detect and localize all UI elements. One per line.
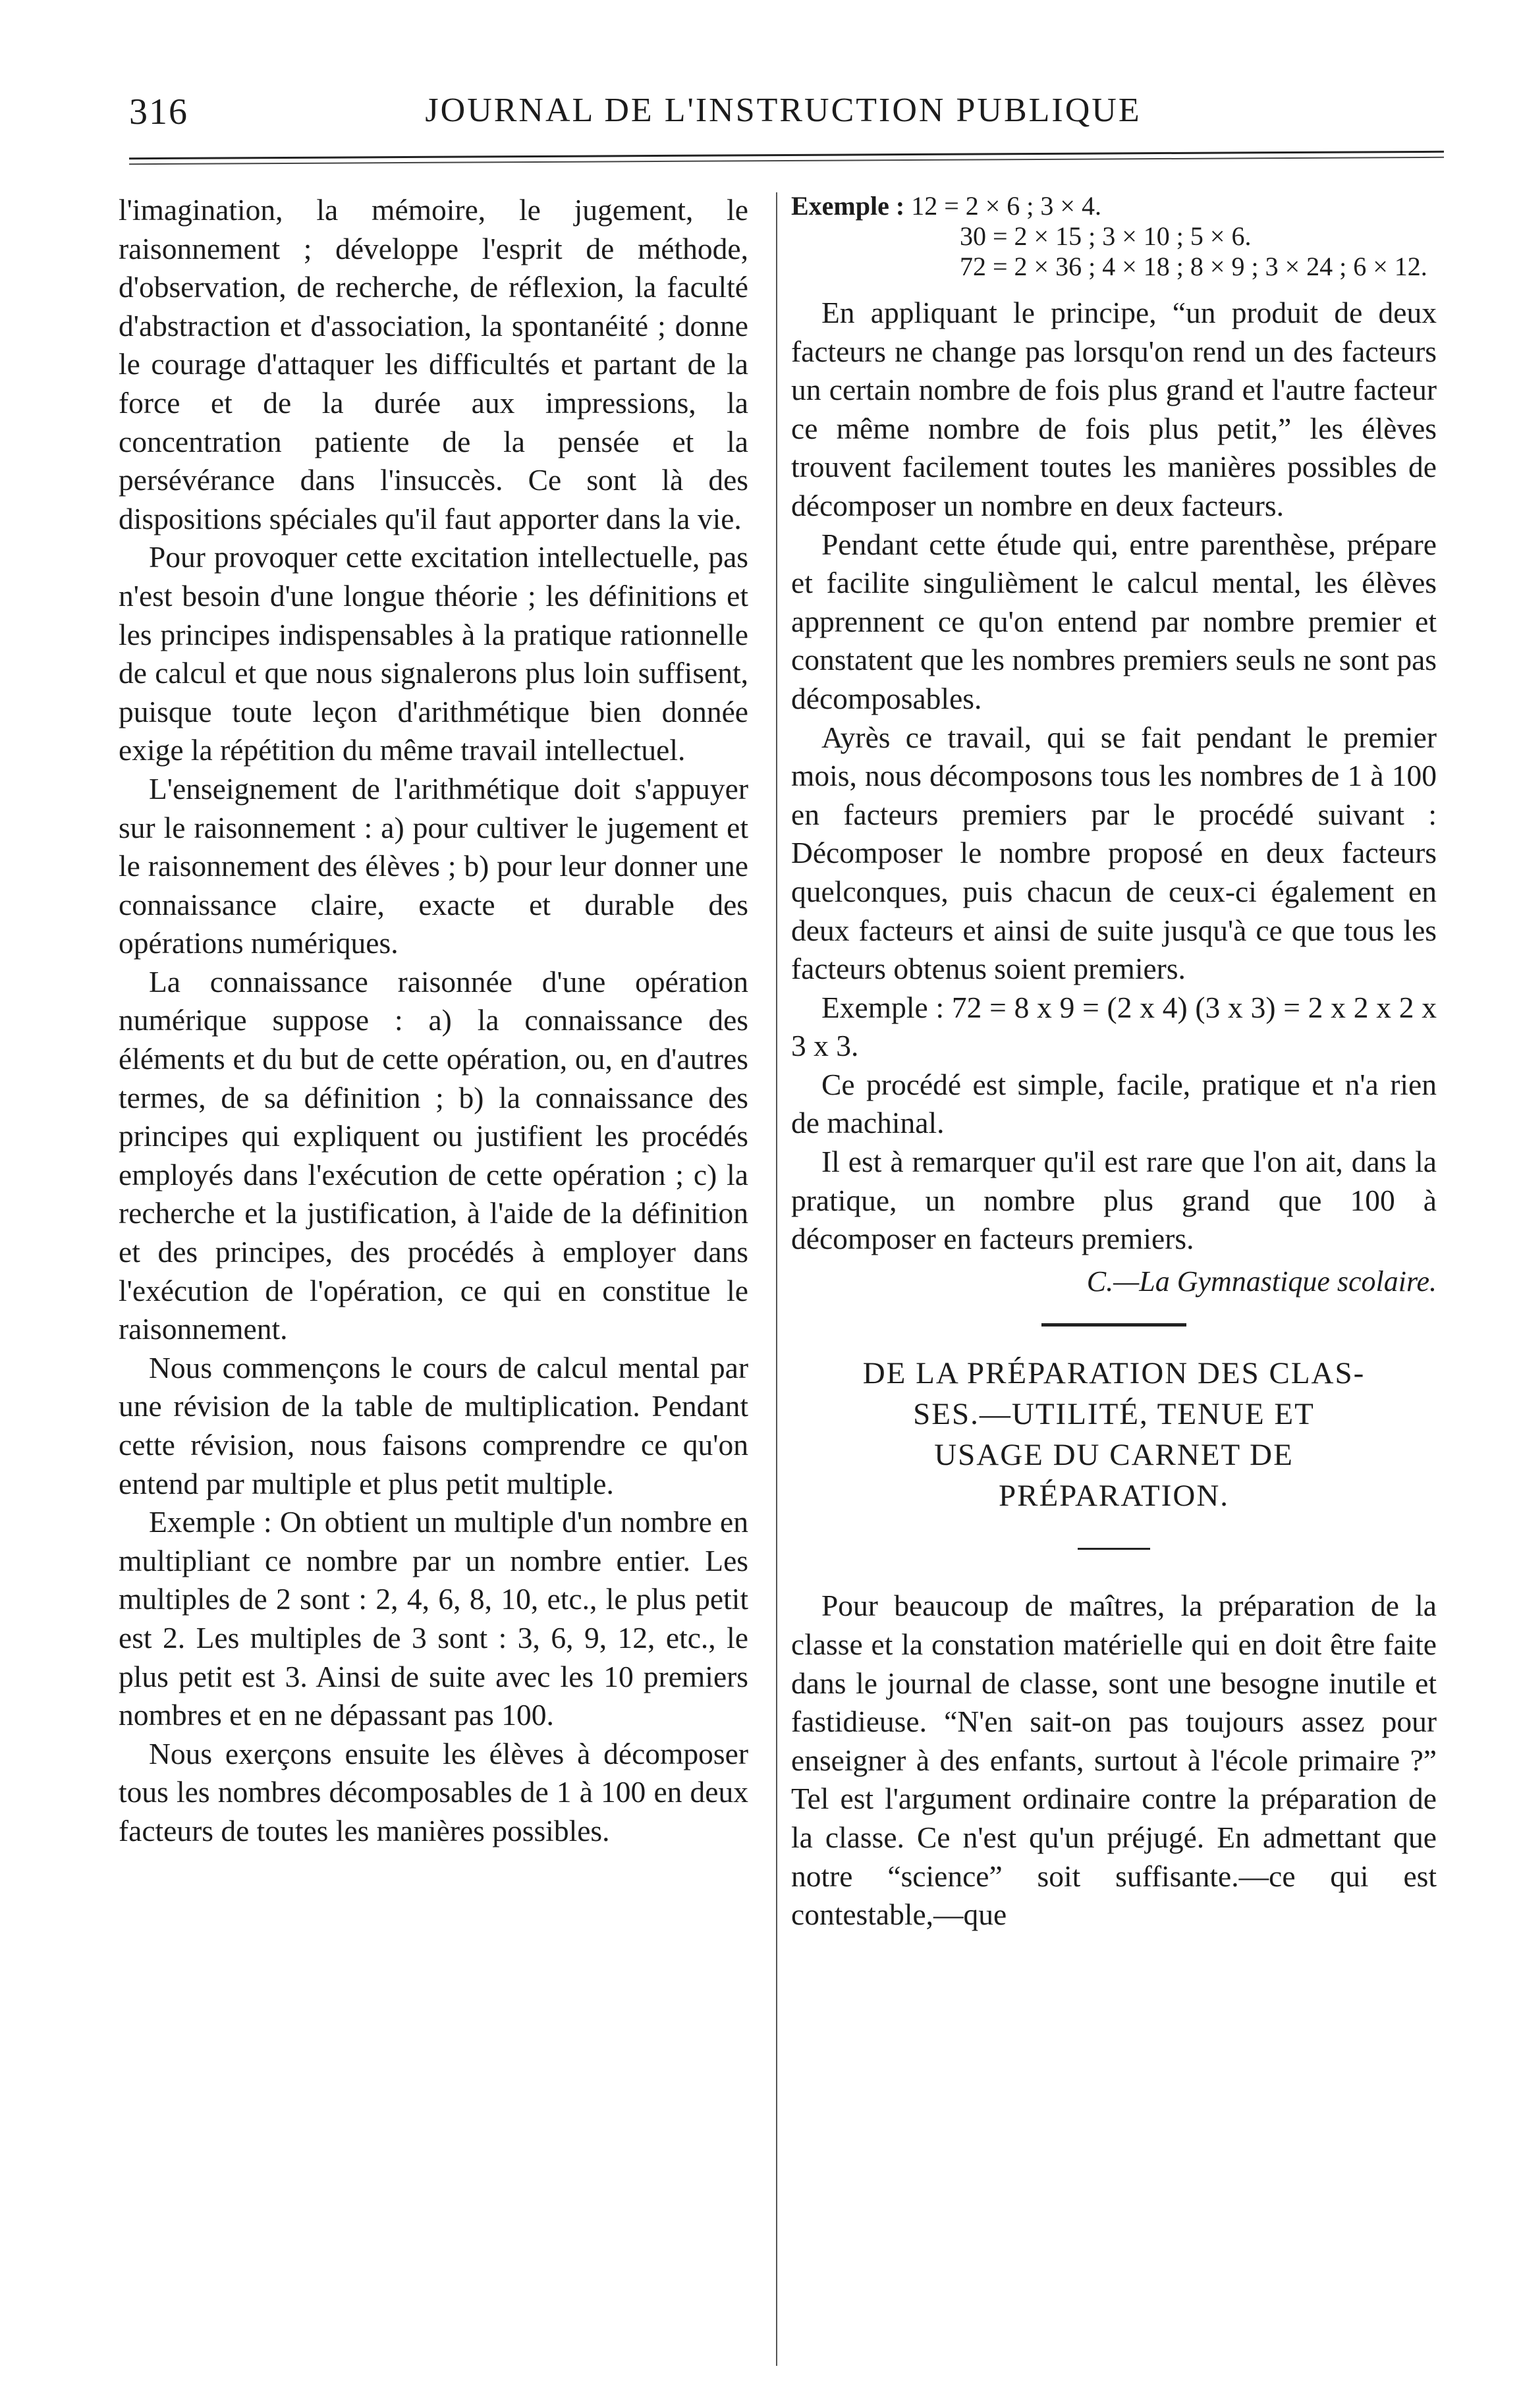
paragraph: Ce procédé est simple, facile, pratique et n'a rien de machinal. — [791, 1067, 1437, 1140]
example-line: 72 = 2 × 36 ; 4 × 18 ; 8 × 9 ; 3 × 24 ; 6 × 12. — [960, 252, 1427, 281]
paragraph: L'enseignement de l'arithmétique doit s'appuyer sur le raisonnement : a) pour cultiver le jugement et le raisonnement des élèves ; b) pour leur donner une connaissance claire, exacte et durable des opérations numériques. — [119, 771, 748, 960]
section-heading-line: SES.—UTILITÉ, TENUE ET — [913, 1397, 1315, 1432]
paragraph: La connaissance raisonnée d'une opération numérique suppose : a) la connaissance des éléments et du but de cette opération, ou, en d'autres termes, de sa définition ; b) la connaissance des principes qui expliquent ou justifient les procédés employés dans l'exécution de cette opération ; c) la recherche et la justification, à l'aide de la définition et des principes, des procédés à employer dans l'exécution de l'opération, ce qui en constitue le raisonnement. — [119, 964, 748, 1346]
example-block — [791, 191, 1437, 282]
example-line: 30 = 2 × 15 ; 3 × 10 ; 5 × 6. — [960, 221, 1252, 251]
section-rule — [1041, 1323, 1186, 1327]
paragraph: Nous exerçons ensuite les élèves à décomposer tous les nombres décomposables de 1 à 100 en deux facteurs de toutes les manières possibles. — [119, 1736, 748, 1847]
paragraph: Pour beaucoup de maîtres, la préparation de la classe et la constation matérielle qui en doit être faite dans le journal de classe, sont une besogne inutile et fastidieuse. “N'en sait-on pas toujours assez pour enseigner à des enfants, surtout à l'école primaire ?” Tel est l'argument ordinaire contre la préparation de la classe. Ce n'est qu'un préjugé. En admettant que notre “science” soit suffisante.—ce qui est contestable,—que — [791, 1589, 1437, 1932]
paragraph: Nous commençons le cours de calcul mental par une révision de la table de multiplication. Pendant cette révision, nous faisons comprendre ce qu'on entend par multiple et plus petit multiple. — [119, 1350, 748, 1500]
paragraph: Ayrès ce travail, qui se fait pendant le premier mois, nous décomposons tous les nombres de 1 à 100 en facteurs premiers par le procédé suivant : Décomposer le nombre proposé en deux facteurs quelconques, puis chacun de ceux-ci également en deux facteurs et ainsi de suite jusqu'à ce que tous les facteurs obtenus soient premiers. — [791, 720, 1437, 986]
section-heading-line: DE LA PRÉPARATION DES CLAS- — [862, 1356, 1366, 1391]
header-rule — [129, 151, 1444, 165]
paragraph: Exemple : On obtient un multiple d'un nombre en multipliant ce nombre par un nombre entier. Les multiples de 2 sont : 2, 4, 6, 8, 10, etc., le plus petit est 2. Les multiples de 3 sont : 3, 6, 9, 12, etc., le plus petit est 3. Ainsi de suite avec les 10 premiers nombres et en ne dépassant pas 100. — [119, 1505, 748, 1732]
example-line: 12 = 2 × 6 ; 3 × 4. — [911, 191, 1101, 221]
article-signature: C.—La Gymnastique scolaire. — [1086, 1265, 1437, 1298]
section-heading-line: USAGE DU CARNET DE — [934, 1438, 1294, 1473]
example-label: Exemple : — [791, 191, 905, 221]
paragraph: Exemple : 72 = 8 x 9 = (2 x 4) (3 x 3) = 2 x 2 x 2 x 3 x 3. — [791, 990, 1437, 1063]
left-column — [119, 191, 748, 1851]
paragraph: Il est à remarquer qu'il est rare que l'on ait, dans la pratique, un nombre plus grand que 100 à décomposer en facteurs premiers. — [791, 1145, 1437, 1256]
section-heading-line: PRÉPARATION. — [998, 1479, 1230, 1514]
paragraph: Pendant cette étude qui, entre parenthèse, prépare et facilite singulièment le calcul mental, les élèves apprennent ce qu'on entend par nombre premier et constatent que les nombres premiers seuls ne sont pas décomposables. — [791, 527, 1437, 715]
page-header — [129, 91, 1437, 144]
paragraph: En appliquant le principe, “un produit de deux facteurs ne change pas lorsqu'on rend un des facteurs un certain nombre de fois plus grand et l'autre facteur ce même nombre de fois plus petit,” les élèves trouvent facilement toutes les manières possibles de décomposer un nombre en deux facteurs. — [791, 296, 1437, 522]
paragraph: l'imagination, la mémoire, le jugement, le raisonnement ; développe l'esprit de méthode, d'observation, de recherche, de réflexion, la faculté d'abstraction et d'association, la spontanéité ; donne le courage d'attaquer les difficultés et partant de la force et de la durée aux impressions, la concentration patiente de la pensée et la persévérance dans l'insuccès. Ce sont là des dispositions spéciales qu'il faut apporter dans la vie. — [119, 193, 748, 535]
column-divider — [776, 192, 777, 2366]
right-column — [791, 191, 1437, 1934]
paragraph: Pour provoquer cette excitation intellectuelle, pas n'est besoin d'une longue théorie ; les définitions et les principes indispensables à la pratique rationnelle de calcul et que nous signalerons plus loin suffisent, puisque toute leçon d'arithmétique bien donnée exige la répétition du même travail intellectuel. — [119, 540, 748, 767]
page-number: 316 — [129, 92, 188, 132]
section-heading — [791, 1353, 1437, 1516]
heading-rule — [1078, 1548, 1150, 1550]
running-title: JOURNAL DE L'INSTRUCTION PUBLIQUE — [425, 92, 1142, 129]
